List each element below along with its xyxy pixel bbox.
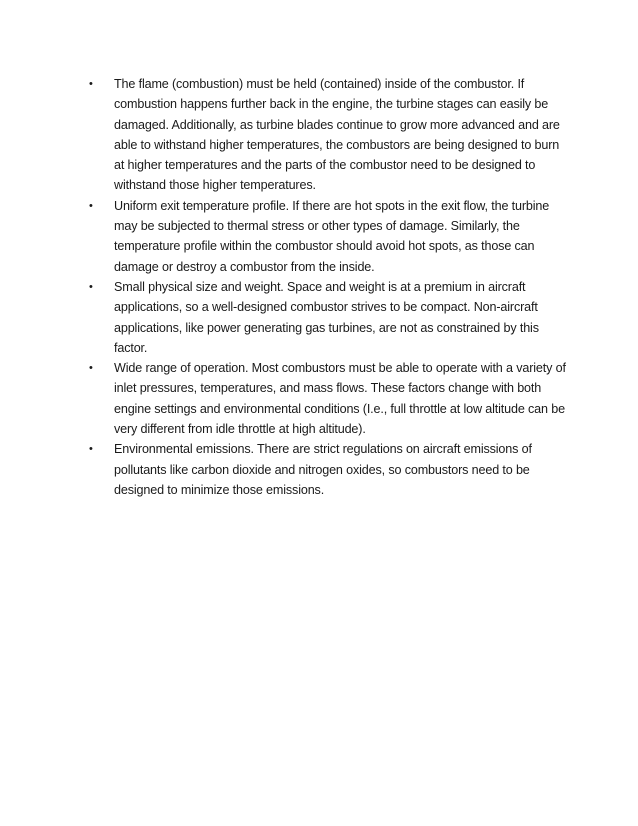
list-item — [88, 439, 568, 500]
list-item — [88, 74, 568, 196]
list-item-text: The flame (combustion) must be held (contained) inside of the combustor. If combustion happens further back in the engine, the turbine stages can easily be damaged. Additionally, as turbine blades continue to grow more advanced and are able to withstand higher temperatures, the combustors are being designed to burn at higher temperatures and the parts of the combustor need to be designed to withstand those higher temperatures. — [114, 77, 560, 193]
bullet-icon: • — [89, 280, 93, 293]
bullet-icon: • — [89, 362, 93, 375]
bullet-icon: • — [89, 78, 93, 90]
bullet-icon: • — [89, 199, 93, 212]
bullet-icon: • — [89, 443, 93, 456]
list-item-text: Wide range of operation. Most combustors must be able to operate with a variety of inlet pressures, temperatures, and mass flows. These factors change with both engine settings and environmental conditions (I.e., full throttle at low altitude can be very different from idle throttle at high altitude). — [114, 361, 566, 437]
bullet-list — [88, 74, 568, 500]
list-item-text: Small physical size and weight. Space and weight is at a premium in aircraft applications, so a well-designed combustor strives to be compact. Non-aircraft applications, like power generating gas turbines, are not as constrained by this factor. — [114, 279, 539, 355]
list-item — [88, 196, 568, 277]
list-item — [88, 358, 568, 439]
list-item — [88, 277, 568, 358]
list-item-text: Uniform exit temperature profile. If there are hot spots in the exit flow, the turbine may be subjected to thermal stress or other types of damage. Similarly, the temperature profile within the combustor should avoid hot spots, as those can damage or destroy a combustor from the inside. — [114, 198, 550, 274]
list-item-text: Environmental emissions. There are strict regulations on aircraft emissions of pollutants like carbon dioxide and nitrogen oxides, so combustors need to be designed to minimize those emissions. — [114, 442, 532, 497]
